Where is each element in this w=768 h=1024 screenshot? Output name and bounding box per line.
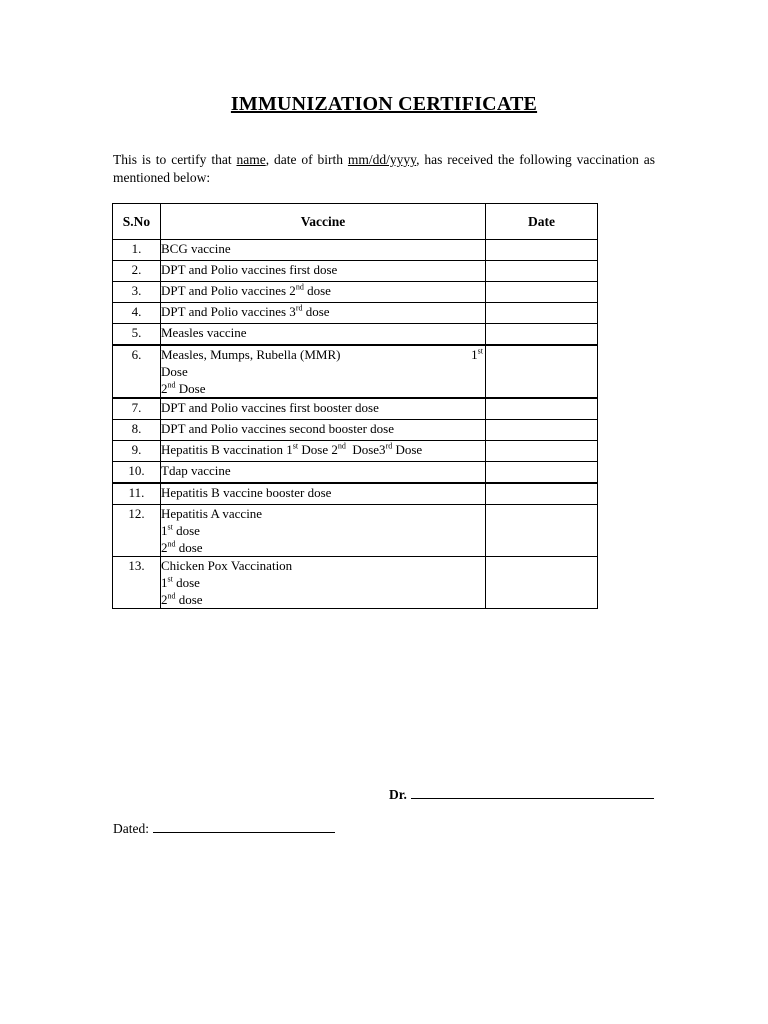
- ordinal-suffix: rd: [385, 441, 393, 451]
- doctor-label: Dr.: [389, 787, 407, 802]
- dose-label: Dose: [161, 364, 188, 379]
- dose-number: 1: [161, 523, 168, 538]
- ordinal-suffix: st: [477, 346, 483, 356]
- row-vaccine: Hepatitis B vaccine booster dose: [161, 483, 486, 505]
- table-row: [113, 345, 598, 398]
- ordinal-suffix: nd: [167, 591, 176, 601]
- table-row: [113, 557, 598, 609]
- intro-paragraph: [113, 151, 655, 187]
- ordinal-suffix: st: [167, 574, 173, 584]
- table-row: [113, 303, 598, 324]
- dose-number: 1: [471, 347, 478, 362]
- table-row: [113, 462, 598, 484]
- vaccination-table: [112, 203, 598, 609]
- row-vaccine: [161, 303, 486, 324]
- table-row: [113, 398, 598, 420]
- row-date-cell[interactable]: [486, 483, 598, 505]
- table-row: [113, 240, 598, 261]
- row-sno: 3.: [113, 282, 161, 303]
- table-row: [113, 505, 598, 557]
- row-sno: 6.: [113, 345, 161, 398]
- vaccine-text: Measles, Mumps, Rubella (MMR): [161, 347, 341, 362]
- dose-label: dose: [172, 523, 200, 538]
- row-sno: 7.: [113, 398, 161, 420]
- vaccine-text: Dose: [392, 442, 423, 457]
- vaccine-text: Dose 2: [298, 442, 338, 457]
- dose-number: 2: [161, 540, 168, 555]
- dose-number: 1: [161, 575, 168, 590]
- table-row: [113, 441, 598, 462]
- dated-line[interactable]: [153, 820, 335, 833]
- row-date-cell[interactable]: [486, 462, 598, 484]
- row-vaccine: DPT and Polio vaccines first booster dose: [161, 398, 486, 420]
- row-vaccine: Tdap vaccine: [161, 462, 486, 484]
- doctor-signature-line[interactable]: [411, 786, 654, 799]
- vaccine-text: Hepatitis B vaccination 1: [161, 442, 293, 457]
- vaccine-text: Hepatitis A vaccine: [161, 506, 263, 521]
- table-row: [113, 324, 598, 346]
- dose-label: dose: [175, 540, 203, 555]
- row-sno: 12.: [113, 505, 161, 557]
- row-sno: 10.: [113, 462, 161, 484]
- row-date-cell[interactable]: [486, 240, 598, 261]
- row-sno: 8.: [113, 420, 161, 441]
- row-sno: 1.: [113, 240, 161, 261]
- doctor-signature: [389, 786, 654, 803]
- row-vaccine: [161, 282, 486, 303]
- ordinal-suffix: nd: [167, 380, 176, 390]
- row-date-cell[interactable]: [486, 345, 598, 398]
- row-sno: 2.: [113, 261, 161, 282]
- row-date-cell[interactable]: [486, 420, 598, 441]
- vaccine-text: dose: [302, 304, 330, 319]
- row-date-cell[interactable]: [486, 261, 598, 282]
- row-vaccine: DPT and Polio vaccines first dose: [161, 261, 486, 282]
- name-field: name: [236, 152, 266, 167]
- row-vaccine: [161, 557, 486, 609]
- dose-number: 2: [161, 381, 168, 396]
- dose-label: dose: [175, 592, 203, 607]
- table-row: [113, 483, 598, 505]
- dose-label: Dose: [175, 381, 206, 396]
- vaccine-text: Chicken Pox Vaccination: [161, 558, 293, 573]
- header-sno: S.No: [113, 204, 161, 240]
- ordinal-suffix: nd: [337, 441, 346, 451]
- certificate-title: IMMUNIZATION CERTIFICATE: [230, 93, 538, 115]
- ordinal-suffix: nd: [295, 282, 304, 292]
- header-date: Date: [486, 204, 598, 240]
- row-vaccine: BCG vaccine: [161, 240, 486, 261]
- row-sno: 9.: [113, 441, 161, 462]
- vaccine-text: dose: [303, 283, 331, 298]
- row-date-cell[interactable]: [486, 441, 598, 462]
- row-vaccine: [161, 505, 486, 557]
- dob-field: mm/dd/yyyy: [347, 152, 417, 167]
- intro-text: , date of birth: [265, 152, 348, 167]
- ordinal-suffix: st: [292, 441, 299, 451]
- dated-label: Dated:: [113, 821, 149, 836]
- table-row: [113, 420, 598, 441]
- table-row: [113, 261, 598, 282]
- dated-field: [113, 820, 335, 837]
- vaccine-text: DPT and Polio vaccines 3: [161, 304, 296, 319]
- row-date-cell[interactable]: [486, 505, 598, 557]
- intro-text: , has received the following vaccination as mentioned below:: [113, 152, 655, 185]
- table-row: [113, 282, 598, 303]
- row-vaccine: [161, 345, 486, 398]
- row-sno: 4.: [113, 303, 161, 324]
- row-date-cell[interactable]: [486, 303, 598, 324]
- row-date-cell[interactable]: [486, 557, 598, 609]
- row-vaccine: DPT and Polio vaccines second booster dose: [161, 420, 486, 441]
- vaccine-text: Dose3: [345, 442, 386, 457]
- intro-text: This is to certify that: [113, 152, 237, 167]
- dose-label: dose: [172, 575, 200, 590]
- row-date-cell[interactable]: [486, 282, 598, 303]
- dose-number: 2: [161, 592, 168, 607]
- row-vaccine: Measles vaccine: [161, 324, 486, 346]
- row-date-cell[interactable]: [486, 324, 598, 346]
- ordinal-suffix: rd: [295, 303, 303, 313]
- ordinal-suffix: nd: [167, 539, 176, 549]
- vaccine-text: DPT and Polio vaccines 2: [161, 283, 296, 298]
- header-vaccine: Vaccine: [161, 204, 486, 240]
- ordinal-suffix: st: [167, 522, 173, 532]
- table-header-row: [113, 204, 598, 240]
- row-date-cell[interactable]: [486, 398, 598, 420]
- row-vaccine: [161, 441, 486, 462]
- row-sno: 5.: [113, 324, 161, 346]
- row-sno: 11.: [113, 483, 161, 505]
- row-sno: 13.: [113, 557, 161, 609]
